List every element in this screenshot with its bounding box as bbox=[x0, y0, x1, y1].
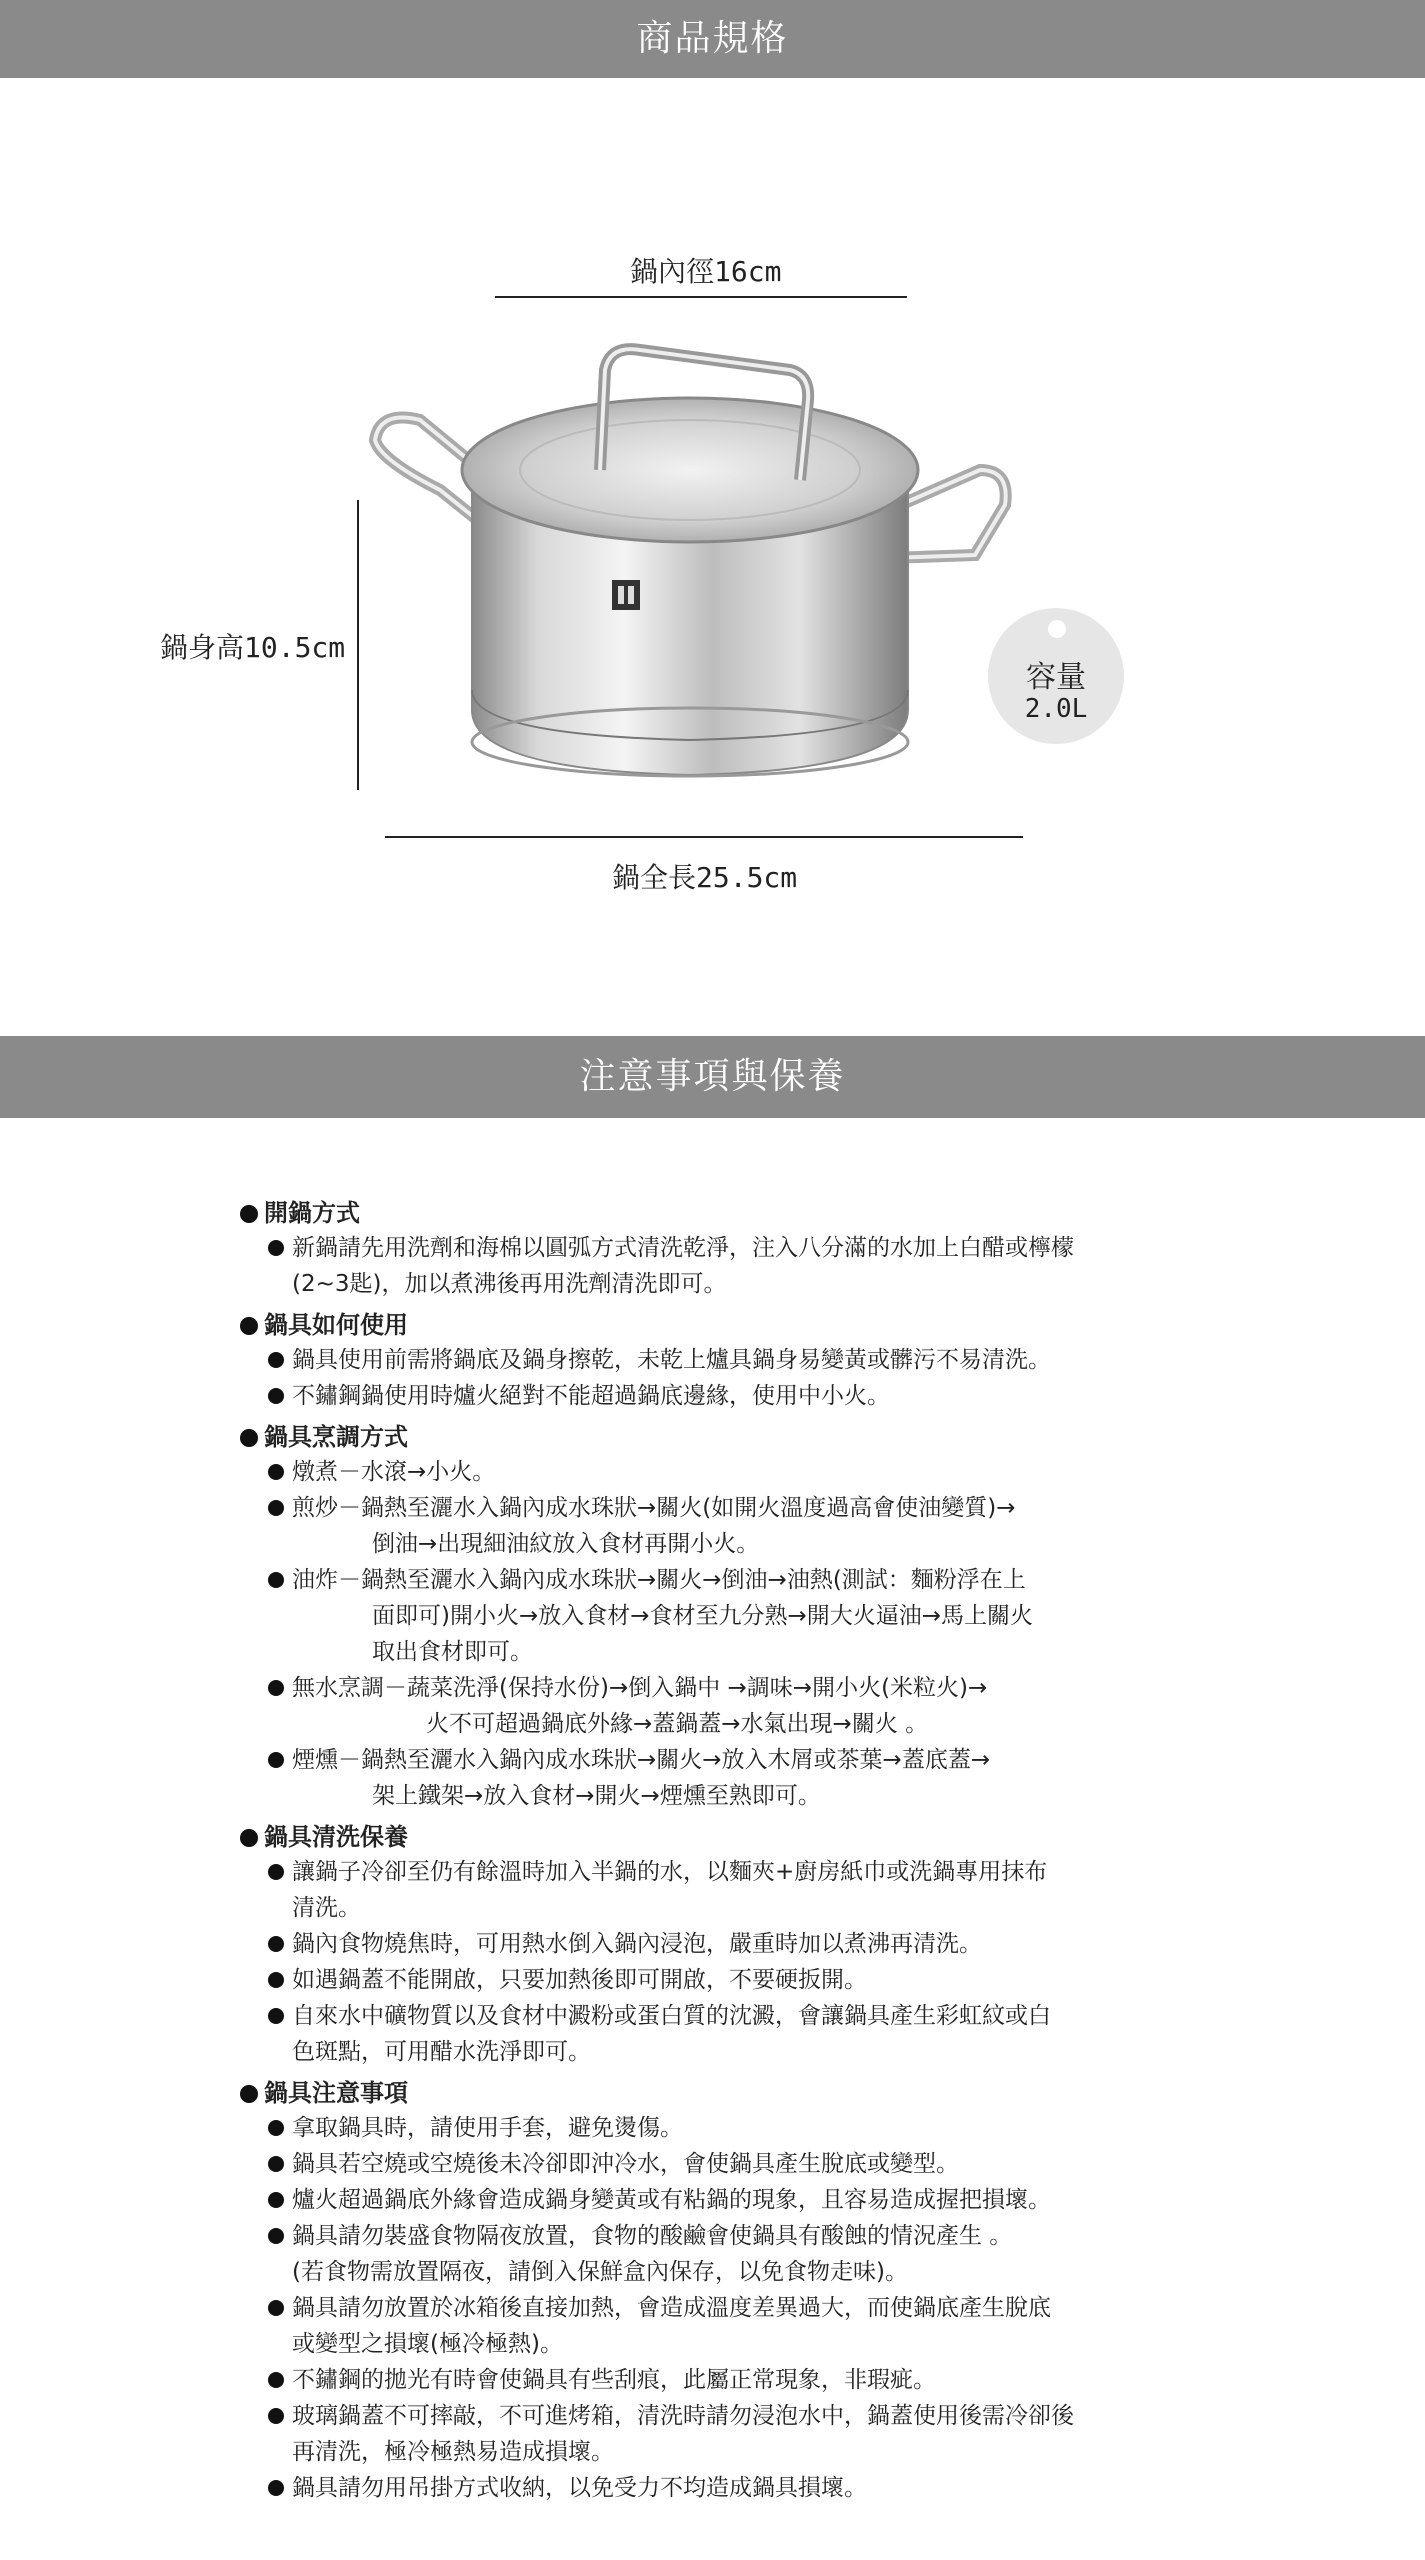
item-line: 面即可)開小火→放入食材→食材至九分熟→開大火逼油→馬上關火 bbox=[372, 1603, 1034, 1629]
bullet-icon bbox=[240, 1205, 258, 1223]
bullet-icon bbox=[268, 2300, 284, 2316]
length-label: 鍋全長25.5cm bbox=[612, 861, 798, 894]
section-title bbox=[240, 1420, 1200, 1454]
item-line: (2~3匙)，加以煮沸後再用洗劑清洗即可。 bbox=[292, 1271, 727, 1297]
bullet-icon bbox=[268, 2228, 284, 2244]
pot-image bbox=[360, 330, 1020, 800]
care-section bbox=[240, 2076, 1200, 2506]
section-title bbox=[240, 1196, 1200, 1230]
list-item bbox=[240, 2146, 1200, 2182]
list-item bbox=[240, 1454, 1200, 1490]
item-line: 讓鍋子冷卻至仍有餘溫時加入半鍋的水，以麵夾+廚房紙巾或洗鍋專用抹布 bbox=[292, 1859, 1048, 1885]
bullet-icon bbox=[268, 2480, 284, 2496]
care-content bbox=[240, 1196, 1200, 2512]
care-header: 注意事項與保養 bbox=[0, 1036, 1425, 1118]
list-item bbox=[240, 2362, 1200, 2398]
bullet-icon bbox=[268, 2120, 284, 2136]
bullet-icon bbox=[240, 1317, 258, 1335]
bullet-icon bbox=[268, 2192, 284, 2208]
item-line: (若食物需放置隔夜，請倒入保鮮盒內保存，以免食物走味)。 bbox=[292, 2259, 908, 2285]
bullet-icon bbox=[268, 1352, 284, 1368]
care-section bbox=[240, 1420, 1200, 1814]
section-title-text: 鍋具如何使用 bbox=[264, 1311, 408, 1339]
item-line: 煙燻－鍋熱至灑水入鍋內成水珠狀→關火→放入木屑或茶葉→蓋底蓋→ bbox=[292, 1747, 991, 1773]
height-label: 鍋身高10.5cm bbox=[160, 631, 346, 664]
item-line: 清洗。 bbox=[292, 1895, 361, 1921]
item-line: 燉煮－水滾→小火。 bbox=[292, 1459, 496, 1485]
item-line: 拿取鍋具時，請使用手套，避免燙傷。 bbox=[292, 2115, 683, 2141]
bullet-icon bbox=[268, 1864, 284, 1880]
list-item bbox=[240, 1342, 1200, 1378]
bullet-icon bbox=[268, 2408, 284, 2424]
bullet-icon bbox=[268, 1972, 284, 1988]
capacity-value: 2.0L bbox=[1024, 694, 1088, 724]
item-line: 自來水中礦物質以及食材中澱粉或蛋白質的沈澱，會讓鍋具產生彩虹紋或白 bbox=[292, 2003, 1051, 2029]
item-line: 鍋具若空燒或空燒後未冷卻即沖冷水，會使鍋具產生脫底或變型。 bbox=[292, 2151, 959, 2177]
capacity-label: 容量 bbox=[1026, 660, 1086, 695]
spec-header: 商品規格 bbox=[0, 0, 1425, 78]
care-section bbox=[240, 1308, 1200, 1414]
list-item bbox=[240, 1926, 1200, 1962]
bullet-icon bbox=[268, 1240, 284, 1256]
section-title bbox=[240, 1308, 1200, 1342]
item-line: 火不可超過鍋底外緣→蓋鍋蓋→水氣出現→關火 。 bbox=[426, 1711, 929, 1737]
list-item bbox=[240, 1998, 1200, 2070]
item-line: 鍋具請勿裝盛食物隔夜放置，食物的酸鹼會使鍋具有酸蝕的情況產生 。 bbox=[292, 2223, 1013, 2249]
bullet-icon bbox=[268, 1936, 284, 1952]
list-item bbox=[240, 2398, 1200, 2470]
bullet-icon bbox=[240, 1829, 258, 1847]
item-line: 煎炒－鍋熱至灑水入鍋內成水珠狀→關火(如開火溫度過高會使油變質)→ bbox=[292, 1495, 1016, 1521]
item-line: 爐火超過鍋底外緣會造成鍋身變黃或有粘鍋的現象，且容易造成握把損壞。 bbox=[292, 2187, 1051, 2213]
item-line: 鍋具請勿放置於冰箱後直接加熱，會造成溫度差異過大，而使鍋底產生脫底 bbox=[292, 2295, 1051, 2321]
bullet-icon bbox=[268, 2372, 284, 2388]
bullet-icon bbox=[268, 1464, 284, 1480]
capacity-badge bbox=[988, 608, 1124, 744]
bullet-icon bbox=[268, 1388, 284, 1404]
bullet-icon bbox=[268, 1500, 284, 1516]
section-title bbox=[240, 1820, 1200, 1854]
list-item bbox=[240, 1854, 1200, 1926]
item-line: 新鍋請先用洗劑和海棉以圓弧方式清洗乾淨，注入八分滿的水加上白醋或檸檬 bbox=[292, 1235, 1074, 1261]
bullet-icon bbox=[268, 1572, 284, 1588]
item-line: 玻璃鍋蓋不可摔敲，不可進烤箱，清洗時請勿浸泡水中，鍋蓋使用後需冷卻後 bbox=[292, 2403, 1074, 2429]
list-item bbox=[240, 1230, 1200, 1302]
item-line: 或變型之損壞(極冷極熱)。 bbox=[292, 2331, 563, 2357]
section-title-text: 鍋具清洗保養 bbox=[264, 1823, 408, 1851]
length-line bbox=[385, 836, 1023, 838]
item-line: 色斑點，可用醋水洗淨即可。 bbox=[292, 2039, 591, 2065]
diameter-label: 鍋內徑16cm bbox=[630, 255, 782, 288]
list-item bbox=[240, 2110, 1200, 2146]
list-item bbox=[240, 1962, 1200, 1998]
badge-hole bbox=[1048, 620, 1066, 638]
bullet-icon bbox=[268, 1752, 284, 1768]
list-item bbox=[240, 1562, 1200, 1670]
care-section bbox=[240, 1820, 1200, 2070]
item-line: 油炸－鍋熱至灑水入鍋內成水珠狀→關火→倒油→油熱(測試：麵粉浮在上 bbox=[292, 1567, 1026, 1593]
list-item bbox=[240, 2470, 1200, 2506]
section-title-text: 鍋具烹調方式 bbox=[264, 1423, 408, 1451]
list-item bbox=[240, 1742, 1200, 1814]
item-line: 取出食材即可。 bbox=[372, 1639, 533, 1665]
bullet-icon bbox=[268, 1680, 284, 1696]
section-title-text: 鍋具注意事項 bbox=[264, 2079, 408, 2107]
item-line: 鍋具使用前需將鍋底及鍋身擦乾，未乾上爐具鍋身易變黃或髒污不易清洗。 bbox=[292, 1347, 1051, 1373]
diameter-line bbox=[495, 296, 907, 298]
list-item bbox=[240, 2182, 1200, 2218]
section-title bbox=[240, 2076, 1200, 2110]
list-item bbox=[240, 1490, 1200, 1562]
item-line: 無水烹調－蔬菜洗淨(保持水份)→倒入鍋中 →調味→開小火(米粒火)→ bbox=[292, 1675, 988, 1701]
care-section bbox=[240, 1196, 1200, 1302]
list-item bbox=[240, 1670, 1200, 1742]
bullet-icon bbox=[240, 2085, 258, 2103]
height-line bbox=[357, 500, 359, 790]
list-item bbox=[240, 1378, 1200, 1414]
item-line: 不鏽鋼的拋光有時會使鍋具有些刮痕，此屬正常現象，非瑕疵。 bbox=[292, 2367, 936, 2393]
bullet-icon bbox=[268, 2008, 284, 2024]
section-title-text: 開鍋方式 bbox=[264, 1199, 360, 1227]
list-item bbox=[240, 2290, 1200, 2362]
item-line: 架上鐵架→放入食材→開火→煙燻至熟即可。 bbox=[372, 1783, 821, 1809]
item-line: 不鏽鋼鍋使用時爐火絕對不能超過鍋底邊緣，使用中小火。 bbox=[292, 1383, 890, 1409]
item-line: 鍋內食物燒焦時，可用熱水倒入鍋內浸泡，嚴重時加以煮沸再清洗。 bbox=[292, 1931, 982, 1957]
item-line: 再清洗，極冷極熱易造成損壞。 bbox=[292, 2439, 614, 2465]
bullet-icon bbox=[240, 1429, 258, 1447]
item-line: 如遇鍋蓋不能開啟，只要加熱後即可開啟，不要硬扳開。 bbox=[292, 1967, 867, 1993]
list-item bbox=[240, 2218, 1200, 2290]
item-line: 鍋具請勿用吊掛方式收納，以免受力不均造成鍋具損壞。 bbox=[292, 2475, 867, 2501]
item-line: 倒油→出現細油紋放入食材再開小火。 bbox=[372, 1531, 760, 1557]
bullet-icon bbox=[268, 2156, 284, 2172]
